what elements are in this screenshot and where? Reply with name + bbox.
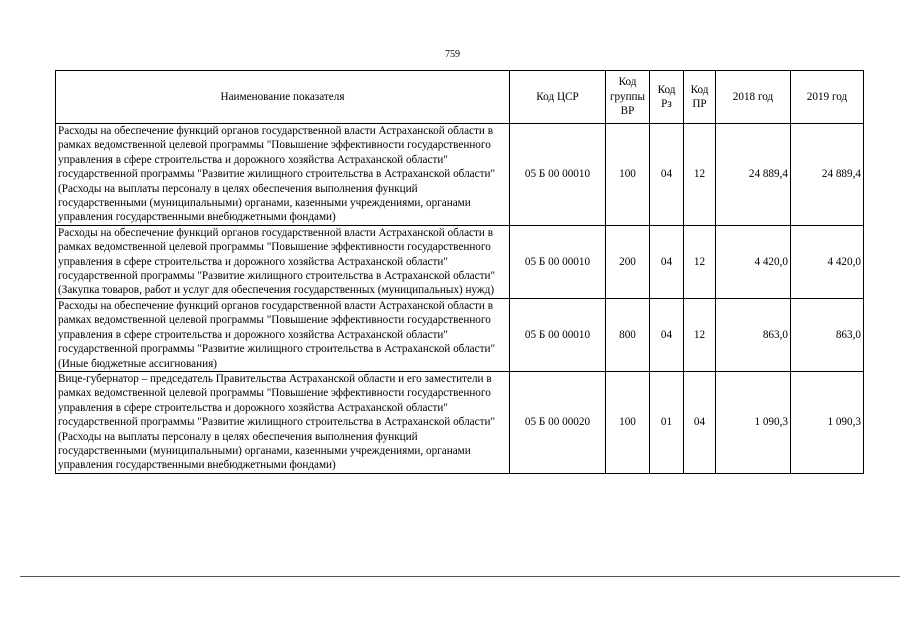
table-row <box>56 371 864 473</box>
row-name: Расходы на обеспечение функций органов государственной власти Астраханской области в рамках ведомственной целевой программы "Повышение эффективности государственного управления в сфере строительства и дорожного хозяйства Астраханской области" государственной программы "Развитие жилищного строительства в Астраханской области" (Расходы на выплаты персоналу в целях обеспечения выполнения функций государственными (муниципальными) органами, казенными учреждениями, органами управления государственными внебюджетными фондами) <box>56 124 510 226</box>
row-2019: 863,0 <box>791 298 864 371</box>
row-pr: 12 <box>684 298 716 371</box>
header-vr: Код группы ВР <box>606 71 650 124</box>
header-name: Наименование показателя <box>56 71 510 124</box>
table-header-row <box>56 71 864 124</box>
row-2019: 4 420,0 <box>791 225 864 298</box>
row-csr: 05 Б 00 00010 <box>510 298 606 371</box>
row-2018: 863,0 <box>716 298 791 371</box>
budget-table <box>55 70 864 474</box>
page-divider <box>20 576 900 577</box>
row-vr: 800 <box>606 298 650 371</box>
row-vr: 200 <box>606 225 650 298</box>
row-pr: 12 <box>684 225 716 298</box>
row-rz: 04 <box>650 124 684 226</box>
row-csr: 05 Б 00 00020 <box>510 371 606 473</box>
row-csr: 05 Б 00 00010 <box>510 225 606 298</box>
page-number: 759 <box>445 49 460 60</box>
row-pr: 12 <box>684 124 716 226</box>
row-csr: 05 Б 00 00010 <box>510 124 606 226</box>
header-pr: Код ПР <box>684 71 716 124</box>
row-rz: 01 <box>650 371 684 473</box>
row-2018: 1 090,3 <box>716 371 791 473</box>
header-2018: 2018 год <box>716 71 791 124</box>
table-row <box>56 124 864 226</box>
header-csr: Код ЦСР <box>510 71 606 124</box>
row-name: Расходы на обеспечение функций органов государственной власти Астраханской области в рамках ведомственной целевой программы "Повышение эффективности государственного управления в сфере строительства и дорожного хозяйства Астраханской области" государственной программы "Развитие жилищного строительства в Астраханской области" (Иные бюджетные ассигнования) <box>56 298 510 371</box>
table-row <box>56 225 864 298</box>
row-vr: 100 <box>606 371 650 473</box>
table-row <box>56 298 864 371</box>
row-name: Расходы на обеспечение функций органов государственной власти Астраханской области в рамках ведомственной целевой программы "Повышение эффективности государственного управления в сфере строительства и дорожного хозяйства Астраханской области" государственной программы "Развитие жилищного строительства в Астраханской области" (Закупка товаров, работ и услуг для обеспечения государственных (муниципальных) нужд) <box>56 225 510 298</box>
row-2018: 4 420,0 <box>716 225 791 298</box>
row-rz: 04 <box>650 298 684 371</box>
row-2019: 24 889,4 <box>791 124 864 226</box>
header-rz: Код Рз <box>650 71 684 124</box>
row-2018: 24 889,4 <box>716 124 791 226</box>
header-2019: 2019 год <box>791 71 864 124</box>
row-rz: 04 <box>650 225 684 298</box>
row-vr: 100 <box>606 124 650 226</box>
row-pr: 04 <box>684 371 716 473</box>
row-name: Вице-губернатор – председатель Правительства Астраханской области и его заместители в рамках ведомственной целевой программы "Повышение эффективности государственного управления в сфере строительства и дорожного хозяйства Астраханской области" государственной программы "Развитие жилищного строительства в Астраханской области" (Расходы на выплаты персоналу в целях обеспечения выполнения функций государственными (муниципальными) органами, казенными учреждениями, органами управления государственными внебюджетными фондами) <box>56 371 510 473</box>
row-2019: 1 090,3 <box>791 371 864 473</box>
